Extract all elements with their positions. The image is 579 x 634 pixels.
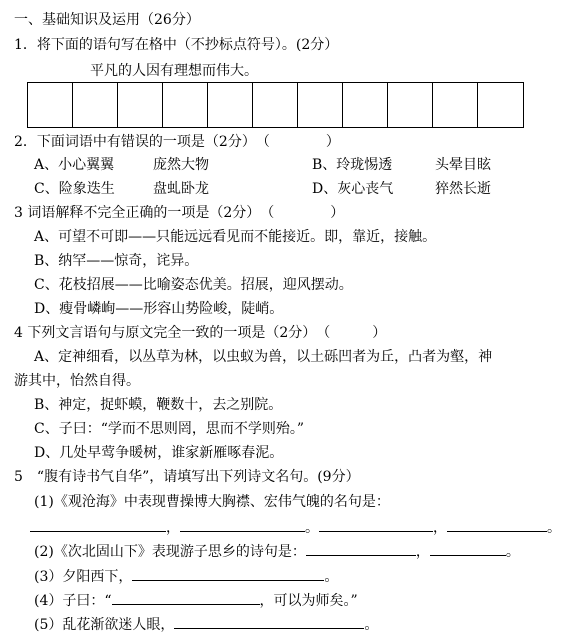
q2-option-b-extra: 头晕目眩 (435, 157, 491, 173)
section-title: 一、基础知识及运用（26分） (14, 12, 200, 28)
q5-part-1-answer-line (30, 517, 561, 537)
q5-part-4-end: ，可以为师矣。” (259, 593, 358, 609)
grid-cell[interactable] (73, 83, 118, 127)
q5-part-4-line (34, 590, 358, 610)
grid-cell[interactable] (208, 83, 253, 127)
q5-part-4-start: (4）子曰：“ (34, 593, 112, 609)
grid-cell[interactable] (28, 83, 73, 127)
punctuation: 。 (505, 544, 520, 560)
q2-option-b: B、玲珑惕透 (312, 157, 393, 173)
q5-part-3: (3）夕阳西下， (34, 569, 133, 585)
answer-blank[interactable] (132, 566, 324, 581)
punctuation: 。 (324, 569, 339, 585)
grid-cell[interactable] (433, 83, 478, 127)
q2-option-d-extra: 猝然长逝 (435, 181, 491, 197)
answer-blank[interactable] (306, 541, 416, 556)
grid-cell[interactable] (253, 83, 298, 127)
writing-grid (27, 82, 524, 128)
answer-blank[interactable] (30, 517, 166, 532)
q4-option-c: C、子曰：“学而不思则罔，思而不学则殆。” (34, 421, 305, 437)
q4-option-b: B、神定，捉虾蟆，鞭数十，去之别院。 (34, 397, 283, 413)
question-4-stem: 4 下列文言语句与原文完全一致的一项是（2分） （ ） (14, 325, 387, 341)
q2-option-c: C、险象迭生 (34, 181, 115, 197)
q2-option-c-extra: 盘虬卧龙 (153, 181, 209, 197)
punctuation: 。 (305, 520, 319, 536)
answer-blank[interactable] (319, 517, 433, 532)
punctuation: 。 (364, 617, 379, 633)
q5-part-1: (1)《观沧海》中表现曹操博大胸襟、宏伟气魄的名句是： (34, 494, 390, 510)
q2-option-a-extra: 庞然大物 (153, 157, 209, 173)
question-1-sentence: 平凡的人因有理想而伟大。 (90, 63, 258, 79)
grid-cell[interactable] (298, 83, 343, 127)
punctuation: 。 (547, 520, 561, 536)
q3-option-d: D、瘦骨嶙峋——形容山势险峻，陡峭。 (34, 301, 284, 317)
grid-cell[interactable] (343, 83, 388, 127)
q5-part-5-line (34, 614, 378, 634)
question-2-stem: 2．下面词语中有错误的一项是（2分） （ ） (14, 134, 340, 150)
answer-blank[interactable] (430, 541, 506, 556)
q4-option-d: D、几处早莺争暖树，谁家新雁啄春泥。 (34, 445, 284, 461)
answer-blank[interactable] (447, 517, 547, 532)
grid-cell[interactable] (388, 83, 433, 127)
answer-blank[interactable] (180, 517, 305, 532)
answer-blank[interactable] (174, 614, 364, 629)
q4-option-a-line1: A、定神细看，以丛草为林，以虫蚁为兽，以土砾凹者为丘，凸者为壑，神 (34, 349, 493, 365)
grid-cell[interactable] (118, 83, 163, 127)
grid-cell[interactable] (478, 83, 523, 127)
punctuation: ， (166, 520, 180, 536)
punctuation: ， (415, 544, 430, 560)
q4-option-a-line2: 游其中，怡然自得。 (14, 373, 140, 389)
q3-option-b: B、纳罕——惊奇，诧异。 (34, 253, 199, 269)
answer-blank[interactable] (112, 590, 260, 605)
q3-option-c: C、花枝招展——比喻姿态优美。招展，迎风摆动。 (34, 277, 353, 293)
q5-part-2-line (34, 541, 520, 561)
q5-part-5: (5）乱花渐欲迷人眼， (34, 617, 175, 633)
grid-cell[interactable] (163, 83, 208, 127)
question-1-stem: 1．将下面的语句写在格中（不抄标点符号）。(2分） (14, 37, 339, 53)
punctuation: ， (433, 520, 447, 536)
q5-part-2: (2)《次北固山下》表现游子思乡的诗句是： (34, 544, 306, 560)
q2-option-d: D、灰心丧气 (312, 181, 394, 197)
q3-option-a: A、可望不可即——只能远远看见而不能接近。即，靠近，接触。 (34, 229, 437, 245)
q5-part-3-line (34, 566, 338, 586)
question-3-stem: 3 词语解释不完全正确的一项是（2分） （ ） (14, 205, 345, 221)
question-5-stem: 5 “腹有诗书气自华”，请填写出下列诗文名句。(9分） (14, 469, 360, 485)
q2-option-a: A、小心翼翼 (34, 157, 115, 173)
